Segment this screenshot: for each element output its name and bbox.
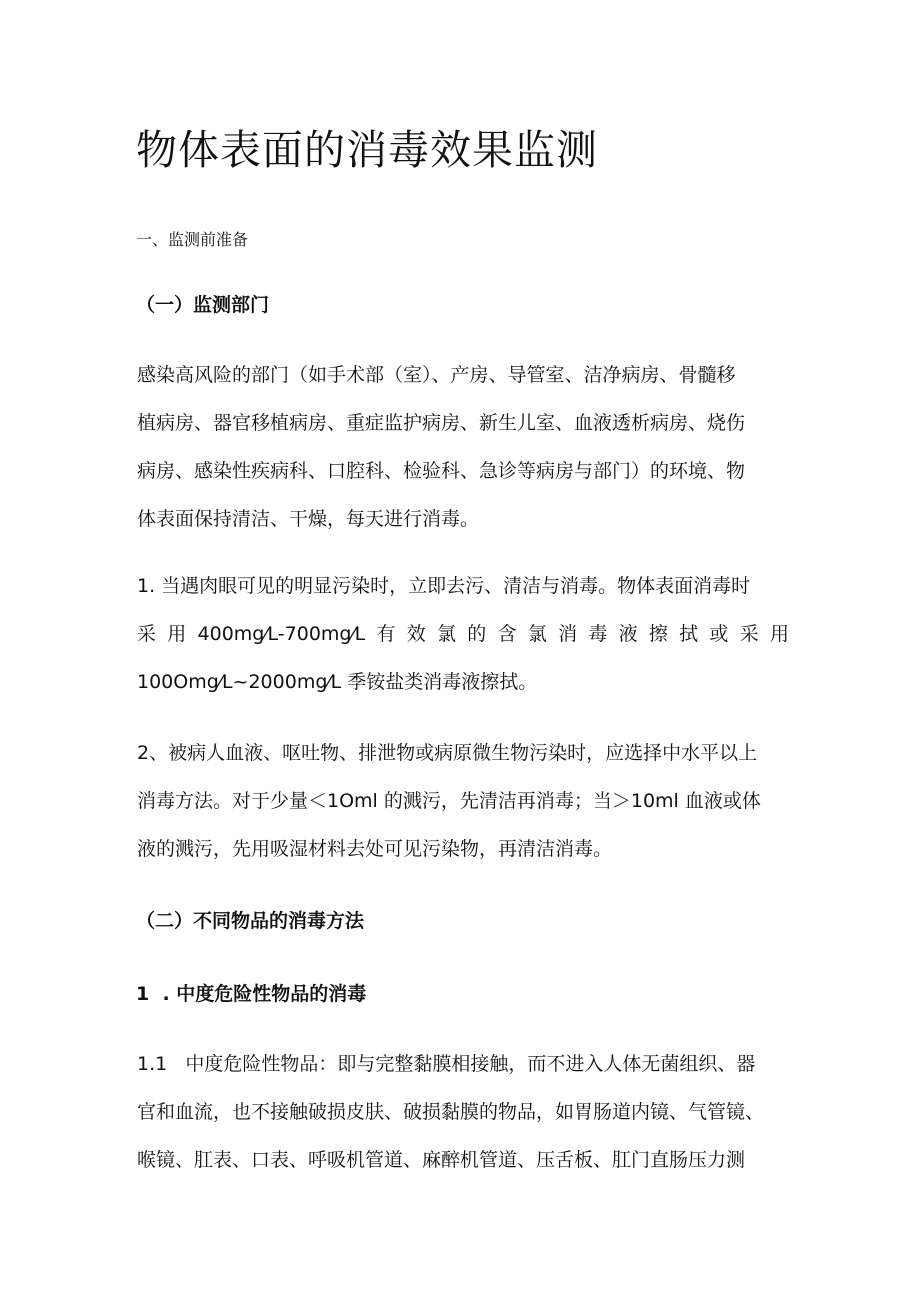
paragraph-line: 感染高风险的部门（如手术部（室）、产房、导管室、洁净病房、骨髓移 (137, 364, 736, 386)
word: 400mg⁄L-700mg⁄L (197, 623, 366, 645)
word: 氯 (437, 623, 457, 645)
paragraph-line: 100Omg⁄L~2000mg⁄L 季铵盐类消毒液擦拭。 (137, 671, 538, 693)
word: 效 (406, 623, 426, 645)
paragraph-line: 液的溅污，先用吸湿材料去处可见污染物，再清洁消毒。 (137, 838, 613, 860)
word: 氯 (527, 623, 547, 645)
paragraph-line: 消毒方法。对于少量＜1Oml 的溅污，先清洁再消毒；当＞10ml 血液或体 (137, 790, 761, 812)
word: 毒 (588, 623, 608, 645)
paragraph-line: 官和血流，也不接触破损皮肤、破损黏膜的物品，如胃肠道内镜、气管镜、 (137, 1101, 765, 1123)
paragraph-semi-critical-items (137, 1040, 789, 1184)
section-heading-prep: 一、监测前准备 (136, 230, 249, 249)
word: 拭 (679, 623, 699, 645)
subheading-methods: （二）不同物品的消毒方法 (136, 910, 365, 932)
word: 采 (137, 623, 157, 645)
paragraph-line: 喉镜、肛表、口表、呼吸机管道、麻醉机管道、压舌板、肛门直肠压力测 (137, 1149, 746, 1171)
word: 用 (769, 623, 789, 645)
word: 或 (709, 623, 729, 645)
subheading-departments: （一）监测部门 (136, 294, 270, 316)
word: 用 (167, 623, 187, 645)
word: 液 (618, 623, 638, 645)
paragraph-line: 病房、感染性疾病科、口腔科、检验科、急诊等病房与部门）的环境、物 (137, 460, 746, 482)
word: 的 (467, 623, 487, 645)
paragraph-line: 2、被病人血液、呕吐物、排泄物或病原微生物污染时，应选择中水平以上 (137, 742, 758, 764)
paragraph-line: 1. 当遇肉眼可见的明显污染时，立即去污、清洁与消毒。物体表面消毒时 (137, 575, 751, 597)
paragraph-line: 1.1 中度危险性物品：即与完整黏膜相接触，而不进入人体无菌组织、器 (137, 1053, 756, 1075)
word: 含 (497, 623, 517, 645)
subheading-semi-critical: 1 . 中度危险性物品的消毒 (136, 983, 367, 1005)
word: 采 (739, 623, 759, 645)
paragraph-line: 体表面保持清洁、干燥，每天进行消毒。 (137, 508, 480, 530)
paragraph-departments (137, 351, 789, 543)
paragraph-blood-contamination (137, 729, 789, 873)
word: 擦 (648, 623, 668, 645)
document-title: 物体表面的消毒效果监测 (136, 126, 598, 174)
paragraph-visible-contamination (137, 562, 789, 706)
word: 消 (558, 623, 578, 645)
paragraph-line: 植病房、器官移植病房、重症监护病房、新生儿室、血液透析病房、烧伤 (137, 412, 746, 434)
paragraph-line-spread (137, 610, 789, 658)
word: 有 (376, 623, 396, 645)
